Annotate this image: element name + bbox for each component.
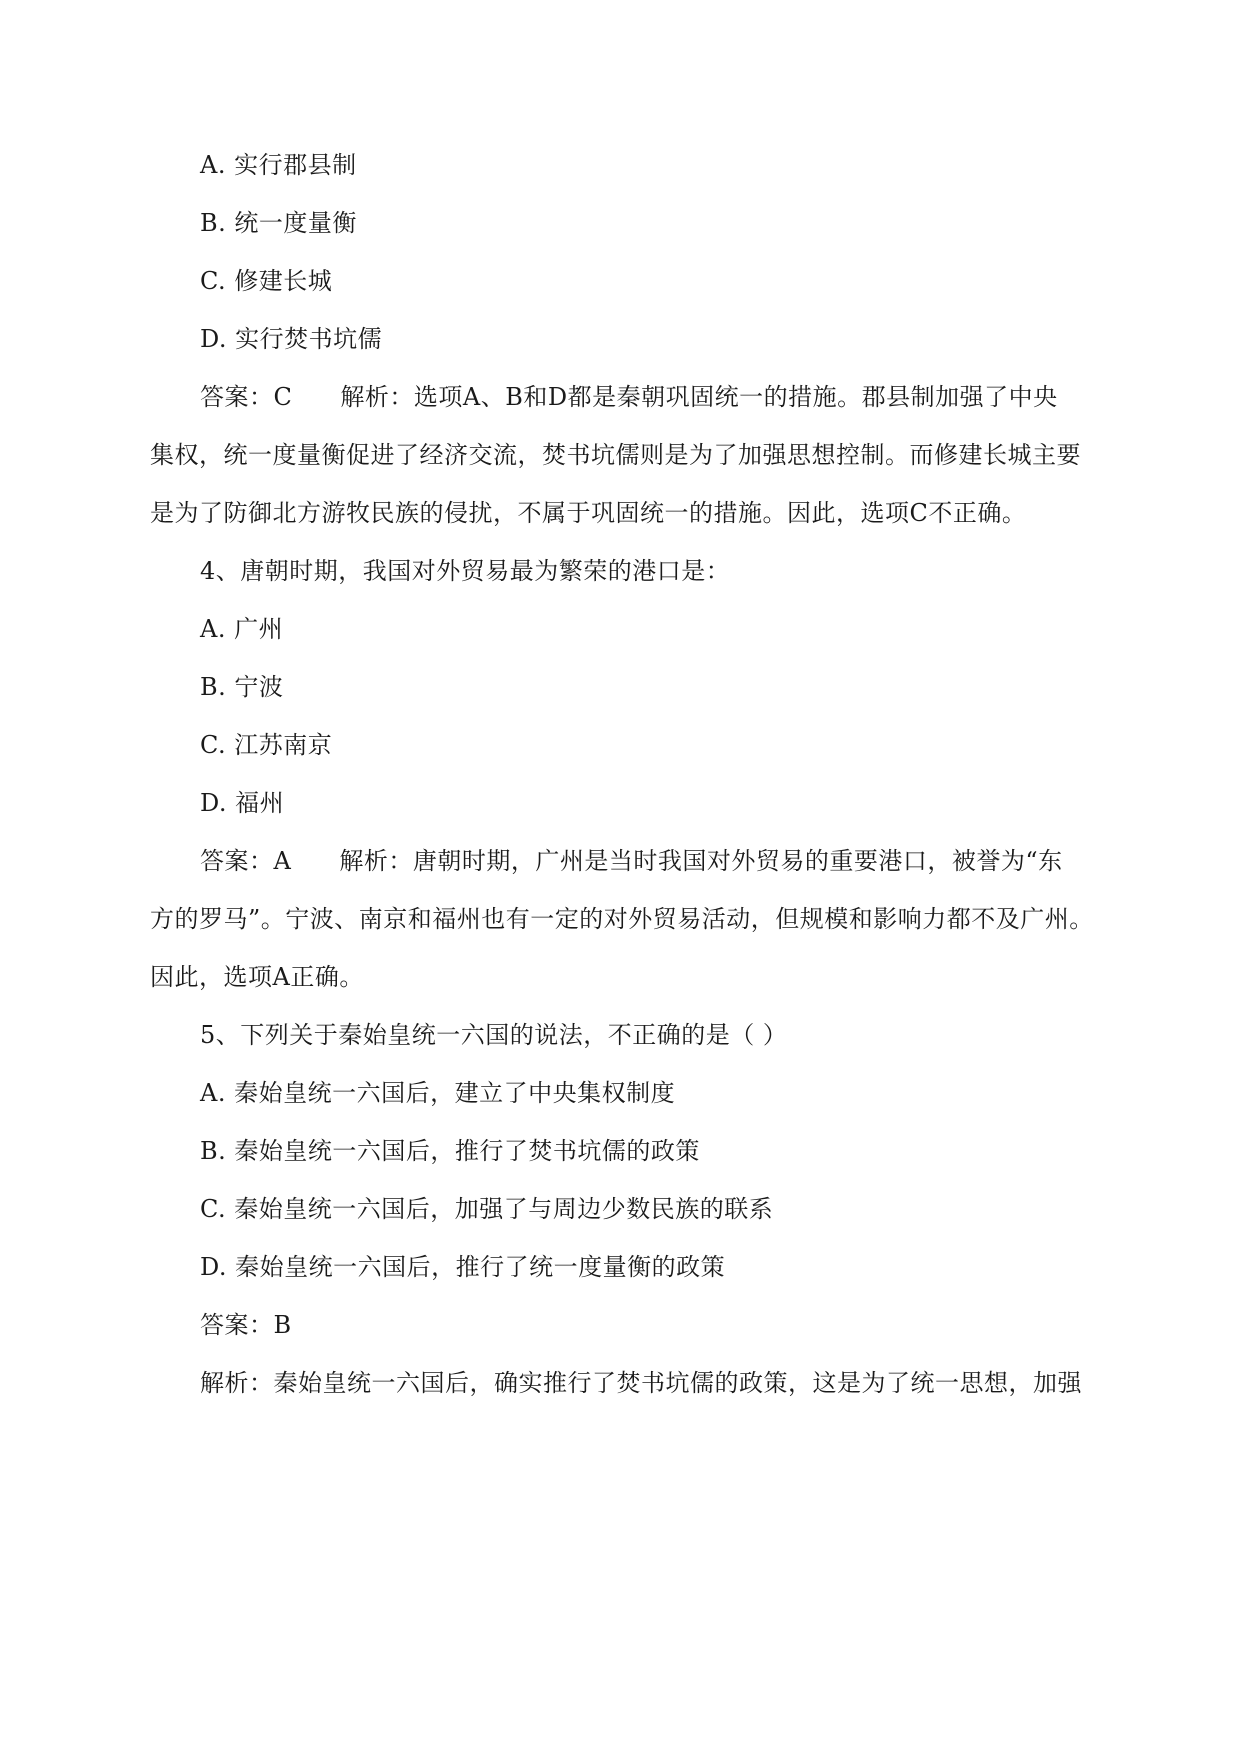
q5-option-c: C. 秦始皇统一六国后，加强了与周边少数民族的联系 xyxy=(200,1195,774,1223)
q4-option-c: C. 江苏南京 xyxy=(200,731,333,759)
q5-option-b: B. 秦始皇统一六国后，推行了焚书坑儒的政策 xyxy=(200,1137,700,1165)
q5-option-d: D. 秦始皇统一六国后，推行了统一度量衡的政策 xyxy=(200,1253,726,1281)
q5-answer: 答案：B xyxy=(200,1311,292,1339)
q5-explanation-line-1: 解析：秦始皇统一六国后，确实推行了焚书坑儒的政策，这是为了统一思想，加强 xyxy=(200,1369,1082,1397)
q3-option-b: B. 统一度量衡 xyxy=(200,209,357,237)
q4-explanation-line-2: 方的罗马”。宁波、南京和福州也有一定的对外贸易活动，但规模和影响力都不及广州。 xyxy=(150,905,1094,933)
q4-explanation-line-1: 解析：唐朝时期，广州是当时我国对外贸易的重要港口，被誉为“东 xyxy=(339,847,1063,875)
q5-option-a: A. 秦始皇统一六国后，建立了中央集权制度 xyxy=(200,1079,676,1107)
q3-explanation-line-3: 是为了防御北方游牧民族的侵扰，不属于巩固统一的措施。因此，选项C不正确。 xyxy=(150,499,1027,527)
q3-answer: 答案：C xyxy=(200,383,293,411)
q3-answer-line xyxy=(200,380,1058,414)
q4-question: 4、唐朝时期，我国对外贸易最为繁荣的港口是： xyxy=(200,557,731,585)
q5-question: 5、下列关于秦始皇统一六国的说法，不正确的是（ ） xyxy=(200,1021,788,1049)
q3-option-a: A. 实行郡县制 xyxy=(200,151,357,179)
q3-explanation-line-2: 集权，统一度量衡促进了经济交流，焚书坑儒则是为了加强思想控制。而修建长城主要 xyxy=(150,441,1081,469)
q3-option-d: D. 实行焚书坑儒 xyxy=(200,325,383,353)
q4-answer: 答案：A xyxy=(200,847,292,875)
q4-explanation-line-3: 因此，选项A正确。 xyxy=(150,963,364,991)
q4-option-b: B. 宁波 xyxy=(200,673,284,701)
q4-option-a: A. 广州 xyxy=(200,615,284,643)
q4-answer-line xyxy=(200,844,1063,878)
q3-option-c: C. 修建长城 xyxy=(200,267,333,295)
q3-explanation-line-1: 解析：选项A、B和D都是秦朝巩固统一的措施。郡县制加强了中央 xyxy=(340,383,1058,411)
q4-option-d: D. 福州 xyxy=(200,789,285,817)
